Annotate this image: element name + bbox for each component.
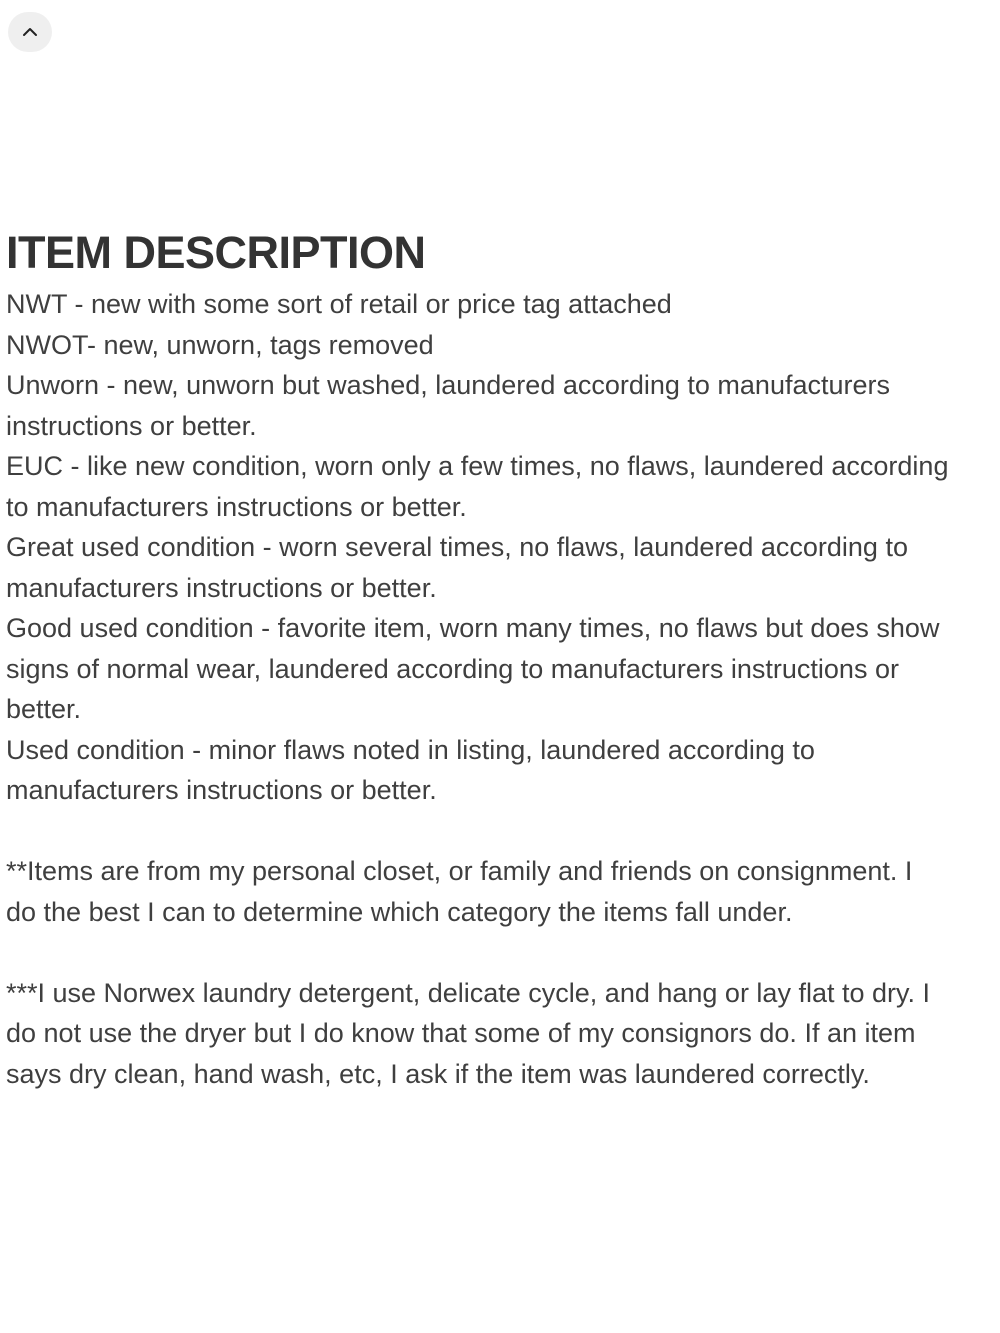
text-line: EUC - like new condition, worn only a few times, no flaws, laundered according: [6, 451, 949, 481]
item-description-document: [6, 226, 1000, 1094]
text-line: manufacturers instructions or better.: [6, 572, 437, 603]
text-line: NWOT- new, unworn, tags removed: [6, 329, 434, 360]
document-title: ITEM DESCRIPTION: [6, 227, 426, 278]
text-line: NWT - new with some sort of retail or price tag attached: [6, 289, 672, 319]
text-line: says dry clean, hand wash, etc, I ask if the item was laundered correctly.: [6, 1058, 870, 1089]
text-line: Used condition - minor flaws noted in listing, laundered according to: [6, 734, 815, 765]
text-line: better.: [6, 694, 82, 724]
text-line: Good used condition - favorite item, worn many times, no flaws but does show: [6, 613, 940, 643]
text-line: Unworn - new, unworn but washed, laundered according to manufacturers: [6, 370, 890, 400]
collapse-button[interactable]: [8, 12, 52, 52]
text-line: ***I use Norwex laundry detergent, delicate cycle, and hang or lay flat to dry. I: [6, 977, 930, 1008]
document-body: [6, 284, 1000, 1094]
text-line: **Items are from my personal closet, or family and friends on consignment. I: [6, 856, 913, 886]
text-line: Great used condition - worn several times, no flaws, laundered according to: [6, 532, 908, 562]
text-line: do not use the dryer but I do know that some of my consignors do. If an item: [6, 1018, 916, 1048]
chevron-up-icon: [22, 27, 38, 37]
text-line: to manufacturers instructions or better.: [6, 491, 467, 522]
blank-line: [6, 811, 1000, 852]
blank-line: [6, 932, 1000, 973]
text-line: signs of normal wear, laundered according to manufacturers instructions or: [6, 653, 899, 684]
text-line: instructions or better.: [6, 410, 257, 441]
text-line: do the best I can to determine which category the items fall under.: [6, 896, 793, 927]
text-line: manufacturers instructions or better.: [6, 775, 437, 805]
